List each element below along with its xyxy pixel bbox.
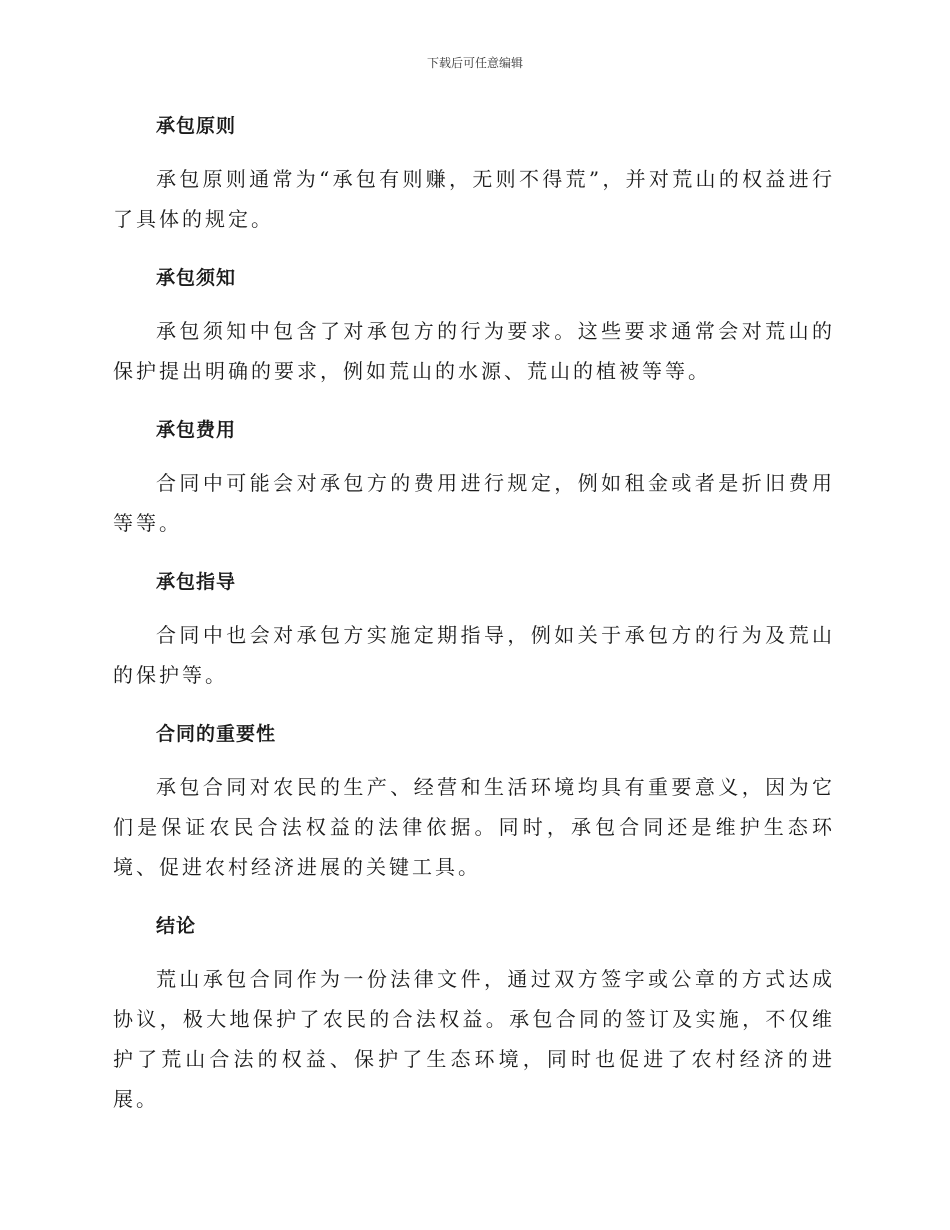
section-heading: 承包指导 [156, 571, 237, 593]
section-contract-fees [113, 414, 835, 543]
section-heading: 合同的重要性 [156, 723, 277, 745]
section-heading: 承包原则 [156, 115, 237, 137]
section-conclusion [113, 910, 835, 1119]
section-paragraph: 承包须知中包含了对承包方的行为要求。这些要求通常会对荒山的保护提出明确的要求，例如荒山的水源、荒山的植被等等。 [113, 319, 835, 383]
section-contract-importance [113, 718, 835, 887]
section-heading: 结论 [156, 915, 197, 937]
page-header: 下载后可任意编辑 [426, 56, 523, 70]
section-contract-principle [113, 110, 835, 239]
section-paragraph: 合同中可能会对承包方的费用进行规定，例如租金或者是折旧费用等等。 [113, 471, 835, 535]
section-paragraph: 荒山承包合同作为一份法律文件，通过双方签字或公章的方式达成协议，极大地保护了农民的合法权益。承包合同的签订及实施，不仅维护了荒山合法的权益、保护了生态环境，同时也促进了农村经济的进展。 [113, 967, 835, 1111]
section-heading: 承包费用 [156, 419, 237, 441]
section-paragraph: 合同中也会对承包方实施定期指导，例如关于承包方的行为及荒山的保护等。 [113, 623, 835, 687]
section-heading: 承包须知 [156, 267, 237, 289]
section-paragraph: 承包合同对农民的生产、经营和生活环境均具有重要意义，因为它们是保证农民合法权益的法律依据。同时，承包合同还是维护生态环境、促进农村经济进展的关键工具。 [113, 775, 835, 879]
document-body [113, 110, 835, 1119]
section-contract-notice [113, 262, 835, 391]
section-contract-guidance [113, 566, 835, 695]
section-paragraph: 承包原则通常为“承包有则赚，无则不得荒”，并对荒山的权益进行了具体的规定。 [113, 167, 835, 231]
